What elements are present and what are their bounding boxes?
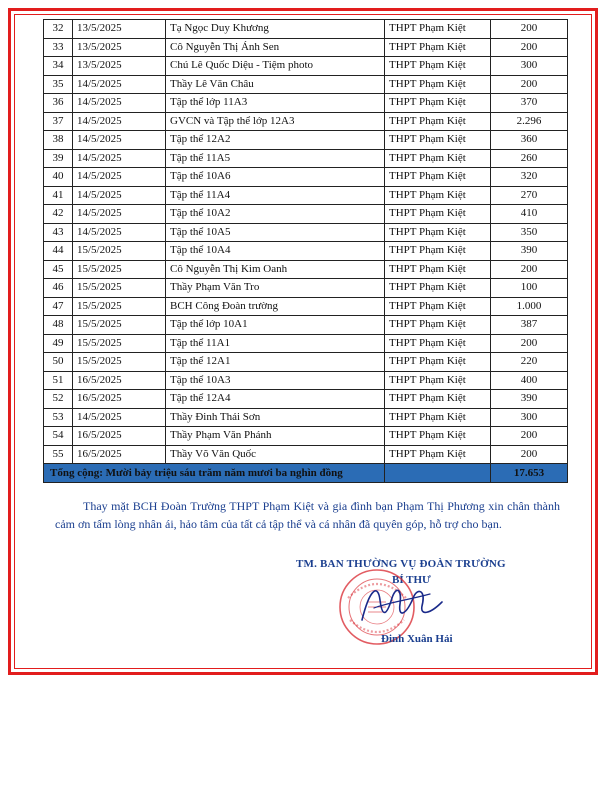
row-school: THPT Phạm Kiệt xyxy=(385,316,491,335)
row-number: 37 xyxy=(44,112,73,131)
row-donor-name: Tập thể 10A5 xyxy=(166,223,385,242)
row-number: 32 xyxy=(44,20,73,39)
row-date: 16/5/2025 xyxy=(73,427,166,446)
row-donor-name: Thầy Phạm Văn Phánh xyxy=(166,427,385,446)
row-amount: 300 xyxy=(491,408,568,427)
row-school: THPT Phạm Kiệt xyxy=(385,390,491,409)
donation-table-body xyxy=(44,20,568,464)
row-amount: 360 xyxy=(491,131,568,150)
total-label: Tổng cộng: Mười bảy triệu sáu trăm năm mươi ba nghìn đồng xyxy=(44,464,385,483)
row-school: THPT Phạm Kiệt xyxy=(385,112,491,131)
table-row xyxy=(44,38,568,57)
row-date: 14/5/2025 xyxy=(73,168,166,187)
row-amount: 200 xyxy=(491,427,568,446)
row-donor-name: Tập thể 11A1 xyxy=(166,334,385,353)
table-row xyxy=(44,223,568,242)
row-donor-name: Tập thể 12A1 xyxy=(166,353,385,372)
thank-you-letter: Thay mặt BCH Đoàn Trường THPT Phạm Kiệt và gia đình bạn Phạm Thị Phương xin chân thành cảm ơn tấm lòng nhân ái, hảo tâm của tất cả tập thể và cá nhân đã quyên góp, hỗ trợ cho bạn. xyxy=(55,499,560,531)
row-date: 14/5/2025 xyxy=(73,149,166,168)
row-donor-name: Tập thể lớp 11A3 xyxy=(166,94,385,113)
row-school: THPT Phạm Kiệt xyxy=(385,427,491,446)
row-donor-name: Tập thể 10A2 xyxy=(166,205,385,224)
row-school: THPT Phạm Kiệt xyxy=(385,57,491,76)
row-number: 46 xyxy=(44,279,73,298)
row-amount: 387 xyxy=(491,316,568,335)
row-number: 55 xyxy=(44,445,73,464)
row-amount: 300 xyxy=(491,57,568,76)
row-donor-name: Tạ Ngọc Duy Khương xyxy=(166,20,385,39)
row-school: THPT Phạm Kiệt xyxy=(385,260,491,279)
row-number: 40 xyxy=(44,168,73,187)
row-donor-name: Cô Nguyễn Thị Kim Oanh xyxy=(166,260,385,279)
row-amount: 320 xyxy=(491,168,568,187)
table-row xyxy=(44,297,568,316)
table-row xyxy=(44,242,568,261)
row-number: 34 xyxy=(44,57,73,76)
row-date: 14/5/2025 xyxy=(73,94,166,113)
row-amount: 270 xyxy=(491,186,568,205)
row-date: 16/5/2025 xyxy=(73,390,166,409)
row-school: THPT Phạm Kiệt xyxy=(385,94,491,113)
row-number: 49 xyxy=(44,334,73,353)
row-date: 14/5/2025 xyxy=(73,112,166,131)
total-amount: 17.653 xyxy=(491,464,568,483)
row-school: THPT Phạm Kiệt xyxy=(385,242,491,261)
row-school: THPT Phạm Kiệt xyxy=(385,149,491,168)
row-school: THPT Phạm Kiệt xyxy=(385,75,491,94)
row-school: THPT Phạm Kiệt xyxy=(385,279,491,298)
row-school: THPT Phạm Kiệt xyxy=(385,353,491,372)
row-date: 13/5/2025 xyxy=(73,20,166,39)
table-row xyxy=(44,427,568,446)
table-row xyxy=(44,371,568,390)
row-donor-name: Tập thể 10A6 xyxy=(166,168,385,187)
row-donor-name: Tập thể 10A4 xyxy=(166,242,385,261)
table-row xyxy=(44,445,568,464)
row-number: 44 xyxy=(44,242,73,261)
row-number: 50 xyxy=(44,353,73,372)
row-number: 53 xyxy=(44,408,73,427)
handwritten-signature xyxy=(356,580,446,630)
row-amount: 1.000 xyxy=(491,297,568,316)
row-amount: 2.296 xyxy=(491,112,568,131)
table-row xyxy=(44,131,568,150)
row-date: 13/5/2025 xyxy=(73,38,166,57)
row-amount: 200 xyxy=(491,20,568,39)
row-donor-name: Tập thể lớp 10A1 xyxy=(166,316,385,335)
row-donor-name: Chú Lê Quốc Diệu - Tiệm photo xyxy=(166,57,385,76)
row-amount: 260 xyxy=(491,149,568,168)
row-number: 35 xyxy=(44,75,73,94)
signature-org: TM. BAN THƯỜNG VỤ ĐOÀN TRƯỜNG xyxy=(296,558,506,570)
table-row xyxy=(44,57,568,76)
row-number: 38 xyxy=(44,131,73,150)
row-school: THPT Phạm Kiệt xyxy=(385,445,491,464)
row-number: 43 xyxy=(44,223,73,242)
row-donor-name: Tập thể 11A5 xyxy=(166,149,385,168)
row-date: 14/5/2025 xyxy=(73,408,166,427)
row-school: THPT Phạm Kiệt xyxy=(385,334,491,353)
row-donor-name: Tập thể 10A3 xyxy=(166,371,385,390)
row-donor-name: Thầy Võ Văn Quốc xyxy=(166,445,385,464)
row-amount: 220 xyxy=(491,353,568,372)
row-date: 16/5/2025 xyxy=(73,445,166,464)
row-date: 15/5/2025 xyxy=(73,334,166,353)
row-donor-name: Tập thể 11A4 xyxy=(166,186,385,205)
row-number: 33 xyxy=(44,38,73,57)
row-number: 42 xyxy=(44,205,73,224)
total-spacer xyxy=(385,464,491,483)
row-donor-name: GVCN và Tập thể lớp 12A3 xyxy=(166,112,385,131)
row-date: 15/5/2025 xyxy=(73,279,166,298)
row-school: THPT Phạm Kiệt xyxy=(385,186,491,205)
total-row xyxy=(44,464,568,483)
table-row xyxy=(44,334,568,353)
row-school: THPT Phạm Kiệt xyxy=(385,297,491,316)
row-date: 15/5/2025 xyxy=(73,297,166,316)
row-amount: 350 xyxy=(491,223,568,242)
table-row xyxy=(44,205,568,224)
table-row xyxy=(44,408,568,427)
row-donor-name: BCH Công Đoàn trường xyxy=(166,297,385,316)
signature-role: BÍ THƯ xyxy=(392,574,431,586)
row-school: THPT Phạm Kiệt xyxy=(385,131,491,150)
row-date: 14/5/2025 xyxy=(73,131,166,150)
table-row xyxy=(44,316,568,335)
row-date: 14/5/2025 xyxy=(73,75,166,94)
row-donor-name: Cô Nguyễn Thị Ánh Sen xyxy=(166,38,385,57)
row-donor-name: Thầy Lê Văn Châu xyxy=(166,75,385,94)
row-amount: 390 xyxy=(491,390,568,409)
row-amount: 200 xyxy=(491,38,568,57)
row-amount: 370 xyxy=(491,94,568,113)
row-number: 51 xyxy=(44,371,73,390)
row-donor-name: Tập thể 12A2 xyxy=(166,131,385,150)
table-row xyxy=(44,20,568,39)
row-date: 13/5/2025 xyxy=(73,57,166,76)
row-school: THPT Phạm Kiệt xyxy=(385,408,491,427)
row-number: 36 xyxy=(44,94,73,113)
signer-name: Đinh Xuân Hải xyxy=(381,633,453,645)
table-row xyxy=(44,112,568,131)
row-date: 14/5/2025 xyxy=(73,223,166,242)
table-row xyxy=(44,390,568,409)
row-amount: 100 xyxy=(491,279,568,298)
row-number: 39 xyxy=(44,149,73,168)
row-school: THPT Phạm Kiệt xyxy=(385,205,491,224)
row-amount: 200 xyxy=(491,75,568,94)
table-row xyxy=(44,75,568,94)
row-date: 15/5/2025 xyxy=(73,242,166,261)
row-amount: 390 xyxy=(491,242,568,261)
row-date: 16/5/2025 xyxy=(73,371,166,390)
row-amount: 200 xyxy=(491,260,568,279)
table-row xyxy=(44,260,568,279)
row-number: 47 xyxy=(44,297,73,316)
row-school: THPT Phạm Kiệt xyxy=(385,168,491,187)
row-number: 48 xyxy=(44,316,73,335)
table-row xyxy=(44,353,568,372)
row-donor-name: Thầy Phạm Văn Tro xyxy=(166,279,385,298)
table-row xyxy=(44,149,568,168)
row-number: 52 xyxy=(44,390,73,409)
row-date: 14/5/2025 xyxy=(73,205,166,224)
row-donor-name: Thầy Đinh Thái Sơn xyxy=(166,408,385,427)
table-row xyxy=(44,279,568,298)
row-date: 15/5/2025 xyxy=(73,353,166,372)
row-donor-name: Tập thể 12A4 xyxy=(166,390,385,409)
row-school: THPT Phạm Kiệt xyxy=(385,20,491,39)
row-amount: 200 xyxy=(491,334,568,353)
donation-table xyxy=(43,19,568,483)
row-number: 54 xyxy=(44,427,73,446)
row-school: THPT Phạm Kiệt xyxy=(385,223,491,242)
row-amount: 400 xyxy=(491,371,568,390)
row-date: 14/5/2025 xyxy=(73,186,166,205)
row-date: 15/5/2025 xyxy=(73,316,166,335)
row-school: THPT Phạm Kiệt xyxy=(385,38,491,57)
row-school: THPT Phạm Kiệt xyxy=(385,371,491,390)
table-row xyxy=(44,168,568,187)
row-number: 45 xyxy=(44,260,73,279)
row-amount: 410 xyxy=(491,205,568,224)
row-amount: 200 xyxy=(491,445,568,464)
row-date: 15/5/2025 xyxy=(73,260,166,279)
table-row xyxy=(44,186,568,205)
table-row xyxy=(44,94,568,113)
row-number: 41 xyxy=(44,186,73,205)
